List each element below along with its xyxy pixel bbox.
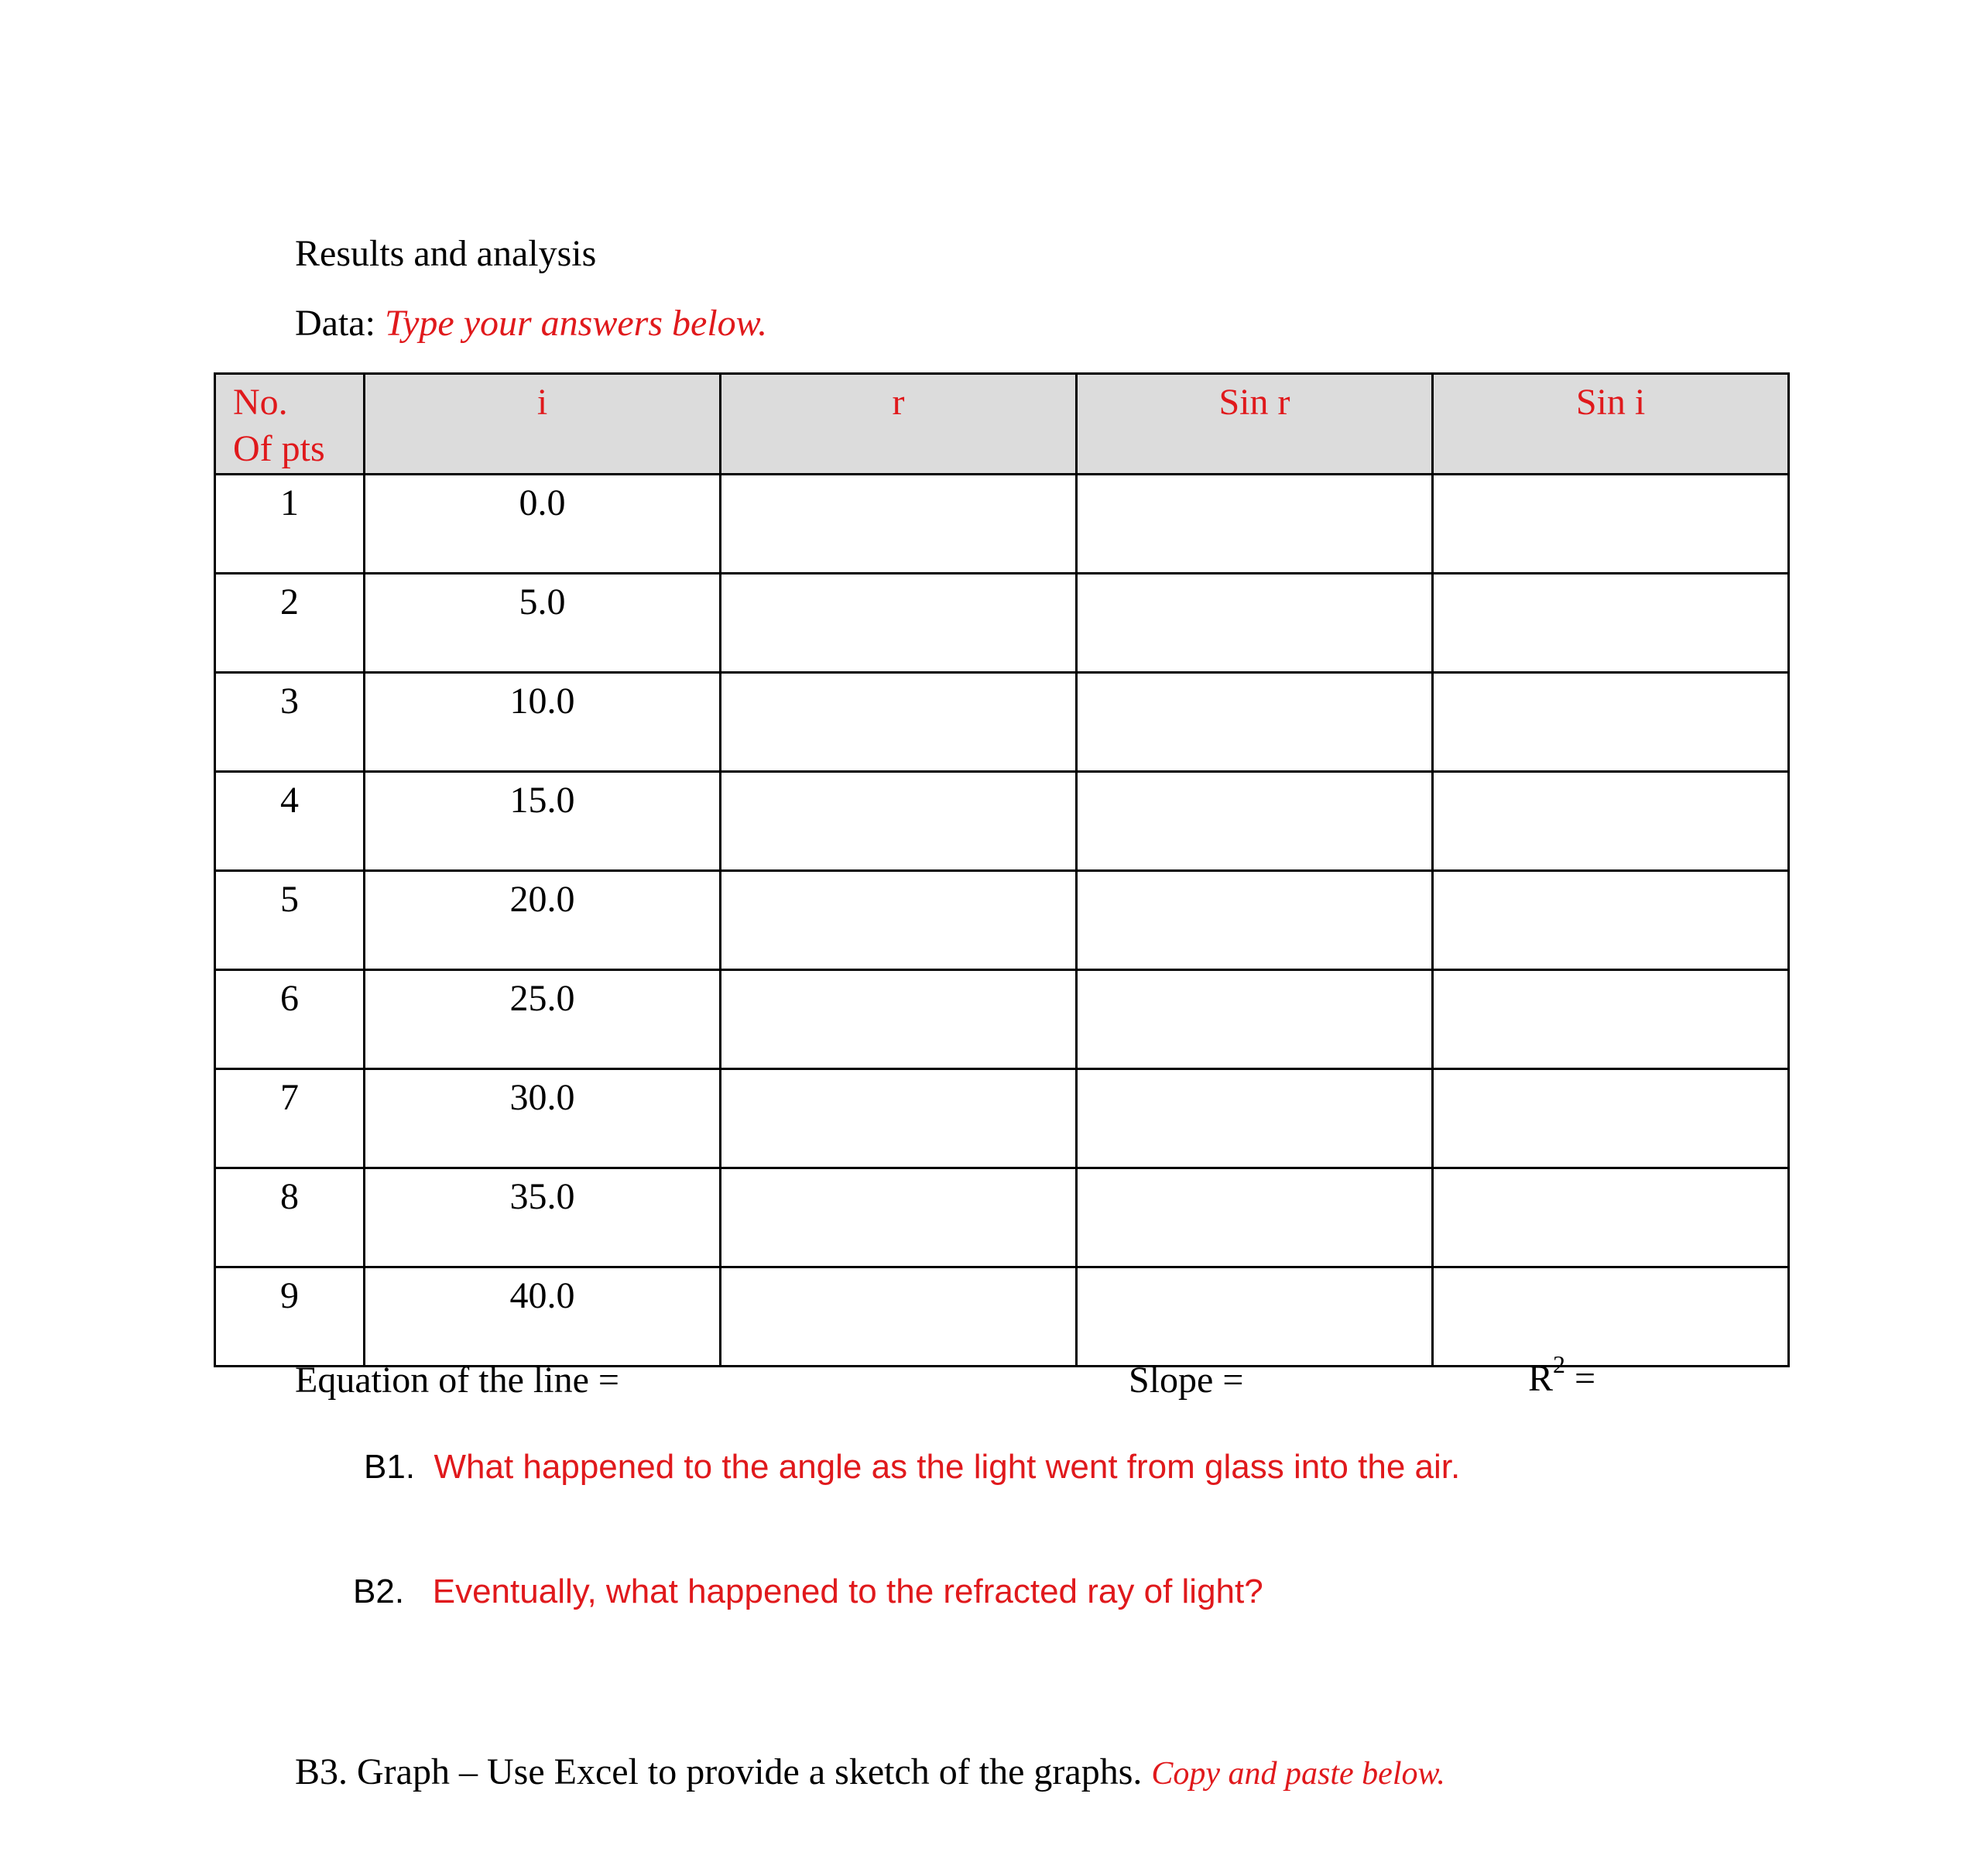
b3-text: B3. Graph – Use Excel to provide a sketch of the graphs. xyxy=(295,1751,1152,1792)
cell-sin-i[interactable] xyxy=(1433,574,1789,673)
cell-no: 4 xyxy=(215,772,365,871)
table-row xyxy=(215,970,1789,1069)
cell-i: 10.0 xyxy=(365,673,721,772)
cell-sin-r[interactable] xyxy=(1077,970,1433,1069)
table-row xyxy=(215,1069,1789,1168)
r-squared-label xyxy=(1528,1350,1596,1400)
cell-r[interactable] xyxy=(721,871,1077,970)
cell-sin-i[interactable] xyxy=(1433,772,1789,871)
header-no: No. xyxy=(233,382,288,423)
cell-i: 0.0 xyxy=(365,475,721,574)
b1-text: What happened to the angle as the light went from glass into the air. xyxy=(434,1448,1461,1486)
data-instruction: Type your answers below. xyxy=(384,303,768,344)
table-row xyxy=(215,673,1789,772)
header-of-pts: Of pts xyxy=(233,428,325,469)
header-r: r xyxy=(721,374,1077,475)
b1-number: B1. xyxy=(364,1448,416,1486)
r2-exponent: 2 xyxy=(1553,1350,1566,1378)
cell-r[interactable] xyxy=(721,475,1077,574)
cell-sin-r[interactable] xyxy=(1077,475,1433,574)
cell-sin-i[interactable] xyxy=(1433,1168,1789,1267)
question-b3 xyxy=(295,1751,1445,1793)
cell-sin-i[interactable] xyxy=(1433,871,1789,970)
r2-base: R xyxy=(1528,1358,1554,1399)
cell-r[interactable] xyxy=(721,673,1077,772)
cell-no: 5 xyxy=(215,871,365,970)
cell-sin-i[interactable] xyxy=(1433,1069,1789,1168)
cell-r[interactable] xyxy=(721,1267,1077,1367)
cell-r[interactable] xyxy=(721,970,1077,1069)
table-header-row xyxy=(215,374,1789,475)
cell-sin-r[interactable] xyxy=(1077,574,1433,673)
cell-no: 2 xyxy=(215,574,365,673)
cell-sin-i[interactable] xyxy=(1433,673,1789,772)
cell-sin-r[interactable] xyxy=(1077,673,1433,772)
header-sin-i: Sin i xyxy=(1433,374,1789,475)
b2-text: Eventually, what happened to the refracted ray of light? xyxy=(432,1572,1263,1610)
question-b2 xyxy=(353,1572,1263,1611)
cell-sin-r[interactable] xyxy=(1077,1267,1433,1367)
cell-i: 5.0 xyxy=(365,574,721,673)
cell-r[interactable] xyxy=(721,1168,1077,1267)
cell-sin-i[interactable] xyxy=(1433,970,1789,1069)
data-instruction-line xyxy=(295,302,767,345)
table-row xyxy=(215,475,1789,574)
cell-sin-r[interactable] xyxy=(1077,1168,1433,1267)
cell-sin-r[interactable] xyxy=(1077,772,1433,871)
b2-number: B2. xyxy=(353,1572,405,1610)
cell-i: 15.0 xyxy=(365,772,721,871)
cell-sin-i[interactable] xyxy=(1433,475,1789,574)
cell-i: 35.0 xyxy=(365,1168,721,1267)
cell-r[interactable] xyxy=(721,772,1077,871)
cell-no: 6 xyxy=(215,970,365,1069)
slope-label: Slope = xyxy=(1129,1360,1244,1401)
header-no-of-pts xyxy=(215,374,365,475)
cell-no: 1 xyxy=(215,475,365,574)
cell-i: 30.0 xyxy=(365,1069,721,1168)
data-table xyxy=(214,372,1790,1367)
table-row xyxy=(215,574,1789,673)
cell-sin-r[interactable] xyxy=(1077,1069,1433,1168)
header-sin-r: Sin r xyxy=(1077,374,1433,475)
cell-i: 40.0 xyxy=(365,1267,721,1367)
table-row xyxy=(215,871,1789,970)
r2-tail: = xyxy=(1565,1358,1596,1399)
cell-i: 20.0 xyxy=(365,871,721,970)
cell-sin-r[interactable] xyxy=(1077,871,1433,970)
b3-instruction: Copy and paste below. xyxy=(1151,1756,1445,1792)
equation-label: Equation of the line = xyxy=(295,1360,619,1401)
table-row xyxy=(215,1168,1789,1267)
section-heading: Results and analysis xyxy=(295,233,597,274)
cell-sin-i[interactable] xyxy=(1433,1267,1789,1367)
cell-r[interactable] xyxy=(721,574,1077,673)
cell-no: 7 xyxy=(215,1069,365,1168)
question-b1 xyxy=(364,1448,1460,1487)
data-label: Data: xyxy=(295,303,385,344)
header-i: i xyxy=(365,374,721,475)
cell-no: 9 xyxy=(215,1267,365,1367)
cell-no: 8 xyxy=(215,1168,365,1267)
table-row xyxy=(215,772,1789,871)
cell-no: 3 xyxy=(215,673,365,772)
cell-r[interactable] xyxy=(721,1069,1077,1168)
cell-i: 25.0 xyxy=(365,970,721,1069)
